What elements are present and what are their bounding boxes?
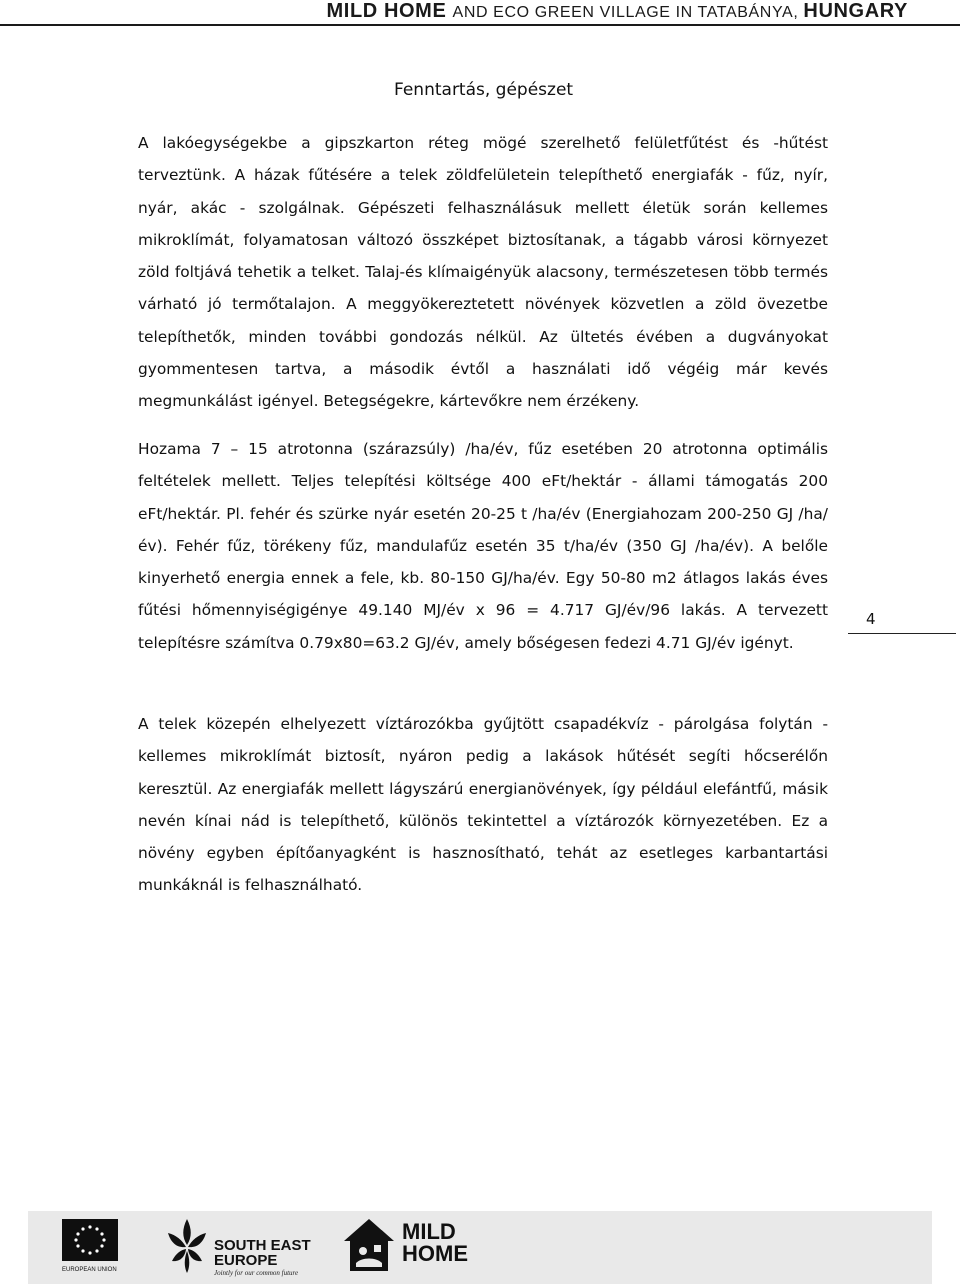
eu-logo-text xyxy=(62,1267,117,1274)
see-logo-line2: EUROPE xyxy=(214,1252,278,1269)
paragraph-3: A telek közepén elhelyezett víztározókba gyűjtött csapadékvíz - párolgása folytán - kellemes mikroklímát biztosít, nyáron pedig a lakások hűtését segíti hőcserélőn keresztül. Az energiafák mellett lágyszárú energianövények, így például elefántfű, másik nevén kínai nád is telepíthető, különös tekintettel a víztározók környezetében. Ez a növény egyben építőanyagként is hasznosítható, tehát az esetleges karbantartási munkáknál is felhasználható. xyxy=(138,715,828,895)
eu-logo-text-line2: EUROPEAN UNION xyxy=(62,1267,117,1273)
mild-home-logo xyxy=(340,1215,490,1281)
see-logo-tagline: Jointly for our common future xyxy=(214,1269,299,1277)
header-title-brand: MILD HOME xyxy=(326,0,453,22)
mild-home-logo-line2: HOME xyxy=(402,1241,468,1266)
page-number: 4 xyxy=(866,610,876,628)
header-title-country: HUNGARY xyxy=(803,0,908,22)
eu-stars-icon xyxy=(62,1219,118,1261)
header-rule xyxy=(0,24,960,26)
eu-flag-icon xyxy=(62,1219,118,1261)
paragraph-2: Hozama 7 – 15 atrotonna (szárazsúly) /ha/év, fűz esetében 20 atrotonna optimális feltételek mellett. Teljes telepítési költsége 400 eFt/hektár - állami támogatás 200 eFt/hektár. Pl. fehér és szürke nyár esetén 20-25 t /ha/év (Energiahozam 200-250 GJ /ha/év). Fehér fűz, törékeny fűz, mandulafűz esetén 35 t/ha/év (350 GJ /ha/év). A belőle kinyerhető energia ennek a fele, kb. 80-150 GJ/ha/év. Egy 50-80 m2 átlagos lakás éves fűtési hőmennyiségigénye 49.140 MJ/év x 96 = 4.717 GJ/év/96 lakás. A tervezett telepítésre számítva 0.79x80=63.2 GJ/év, amely bőségesen fedezi 4.71 GJ/év igényt. xyxy=(138,440,828,652)
page-header xyxy=(0,0,960,26)
section-title: Fenntartás, gépészet xyxy=(394,80,574,100)
page-number-rule xyxy=(848,633,956,634)
mild-home-logo-line1: MILD xyxy=(402,1219,456,1244)
flower-emblem-icon xyxy=(162,1215,212,1277)
footer-logo-bar xyxy=(28,1211,932,1284)
south-east-europe-logo xyxy=(162,1215,312,1281)
house-emblem-icon xyxy=(340,1215,398,1277)
see-logo-text xyxy=(214,1238,311,1268)
header-title xyxy=(327,0,908,23)
eu-logo xyxy=(62,1217,122,1279)
header-title-middle: AND ECO GREEN VILLAGE IN TATABÁNYA, xyxy=(452,4,804,21)
paragraph-1: A lakóegységekbe a gipszkarton réteg mögé szerelhető felületfűtést és -hűtést terveztünk. A házak fűtésére a telek zöldfelületein telepíthető energiafák - fűz, nyír, nyár, akác - szolgálnak. Gépészeti felhasználásuk mellett életük során kellemes mikroklímát, folyamatosan változó összképet biztosítanak, a tágabb városi környezet zöld foltjává tehetik a telket. Talaj-és klímaigényük alacsony, természetesen több termés várható jó termőtalajon. A meggyökereztetett növények közvetlen a zöld övezetbe telepíthetők, minden további gondozás nélkül. Az ültetés évében a dugványokat gyommentesen tartva, a második évtől a használati idő végéig már kevés megmunkálást igényel. Betegségekre, kártevőkre nem érzékeny. xyxy=(138,134,828,411)
see-logo-line1: SOUTH EAST xyxy=(214,1237,311,1254)
mild-home-logo-text xyxy=(402,1221,468,1265)
